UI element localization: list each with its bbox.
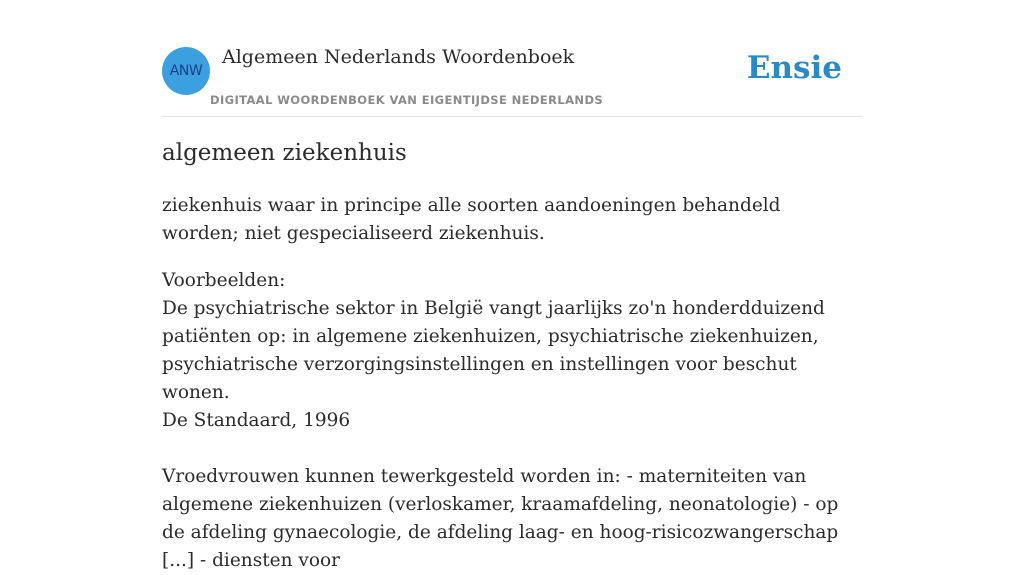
examples-label: Voorbeelden: xyxy=(162,270,286,291)
example-quote: Vroedvrouwen kunnen tewerkgesteld worden in: - materniteiten van algemene ziekenhuizen (verloskamer, kraamafdeling, neonatologie) - op de afdeling gynaecologie, de afdeling laag- en hoog-risicozwangerschap [...] - diensten voor xyxy=(162,466,839,571)
examples-section xyxy=(162,267,862,575)
example-quote: De psychiatrische sektor in België vangt jaarlijks zo'n honderdduizend patiënten op: in algemene ziekenhuizen, psychiatrische ziekenhuizen, psychiatrische verzorgingsinstellingen en instellingen voor beschut wonen. xyxy=(162,298,825,403)
site-header xyxy=(162,0,862,117)
example-source: De Standaard, 1996 xyxy=(162,410,351,431)
entry-definition: ziekenhuis waar in principe alle soorten aandoeningen behandeld worden; niet gespecialiseerd ziekenhuis. xyxy=(162,195,781,244)
dictionary-title[interactable]: Algemeen Nederlands Woordenboek xyxy=(222,46,575,68)
ensie-brand-link[interactable]: Ensie xyxy=(746,50,842,86)
page-container xyxy=(162,0,862,571)
anw-logo[interactable] xyxy=(162,47,210,95)
example-spacer xyxy=(162,435,862,463)
dictionary-subtitle: DIGITAAL WOORDENBOEK VAN EIGENTIJDSE NEDERLANDS xyxy=(210,93,604,107)
entry-term: algemeen ziekenhuis xyxy=(162,140,407,166)
anw-logo-text: ANW xyxy=(169,63,203,79)
